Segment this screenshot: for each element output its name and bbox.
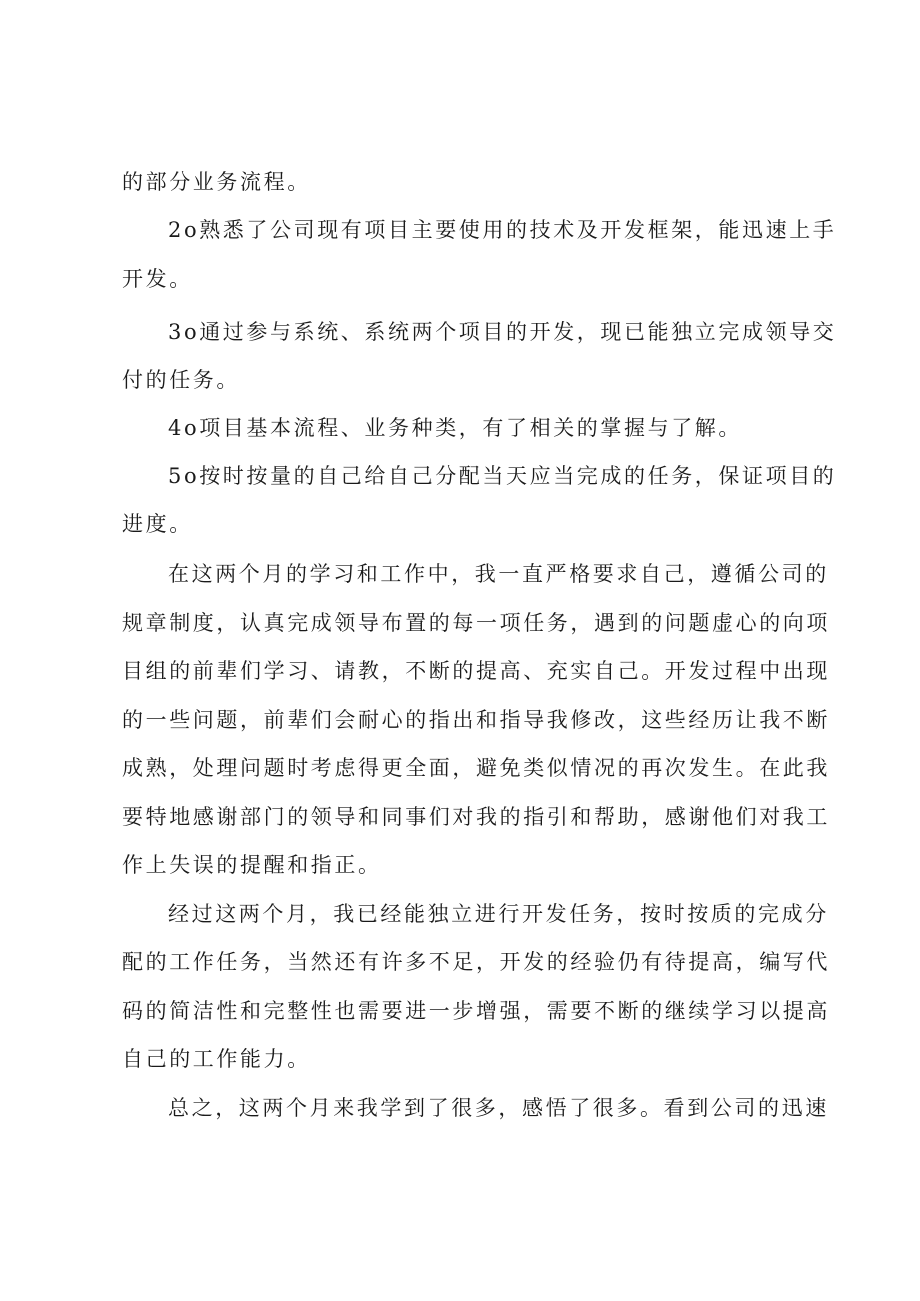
text-line: 规章制度，认真完成领导布置的每一项任务，遇到的问题虚心的向项 [122, 611, 830, 635]
text-line: 成熟，处理问题时考虑得更全面，避免类似情况的再次发生。在此我 [122, 756, 830, 780]
text-line: 经过这两个月，我已经能独立进行开发任务，按时按质的完成分 [168, 902, 829, 926]
text-line: 总之，这两个月来我学到了很多，感悟了很多。看到公司的迅速 [168, 1096, 829, 1120]
text-line: 进度。 [122, 512, 193, 536]
text-line: 3o通过参与系统、系统两个项目的开发，现已能独立完成领导交 [168, 320, 837, 344]
text-line: 的一些问题，前辈们会耐心的指出和指导我修改，这些经历让我不断 [122, 708, 830, 732]
text-line: 在这两个月的学习和工作中，我一直严格要求自己，遵循公司的 [168, 562, 829, 586]
text-line: 自己的工作能力。 [122, 1047, 311, 1071]
text-line: 开发。 [122, 267, 193, 291]
text-line: 的部分业务流程。 [122, 170, 311, 194]
text-line: 目组的前辈们学习、请教，不断的提高、充实自己。开发过程中出现 [122, 659, 830, 683]
text-line: 码的简洁性和完整性也需要进一步增强，需要不断的继续学习以提高 [122, 999, 830, 1023]
text-line: 要特地感谢部门的领导和同事们对我的指引和帮助，感谢他们对我工 [122, 805, 830, 829]
text-line: 付的任务。 [122, 368, 240, 392]
text-line: 配的工作任务，当然还有许多不足，开发的经验仍有待提高，编写代 [122, 950, 830, 974]
text-line: 2o熟悉了公司现有项目主要使用的技术及开发框架，能迅速上手 [168, 218, 837, 242]
text-line: 4o项目基本流程、业务种类，有了相关的掌握与了解。 [168, 416, 743, 440]
text-line: 作上失误的提醒和指正。 [122, 853, 382, 877]
text-line: 5o按时按量的自己给自己分配当天应当完成的任务，保证项目的 [168, 464, 837, 488]
